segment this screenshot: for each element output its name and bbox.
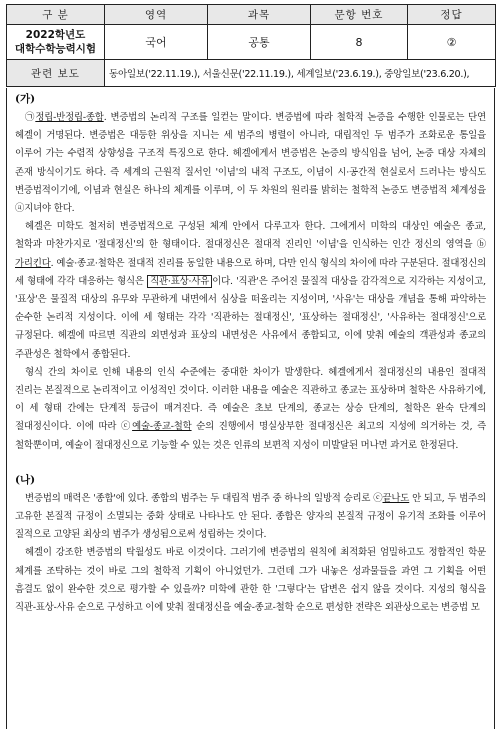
paragraph-text: 이다. '직관'은 주어진 물질적 대상을 감각적으로 지각하는 지성이고, '표상'은 물질적 대상의 유무와 무관하게 내면에서 심상을 떠올리는 지성이며, '사유'는 대상을 개념을 통해 파악하는 순수한 논리적 지성이다. 이에 세 형태는 각각 '직관하는 절대정신', '표상하는 절대정신', '사유하는 절대정신'으로 규정된다. 헤겔에 따르면 직관의 외면성과 표상의 내면성은 사유에서 종합되고, 이에 맞춰 예술의 객관성과 종교의 주관성은 철학에서 종합된다. — [15, 275, 487, 360]
meta-info-row — [7, 25, 496, 60]
meta-header-row — [7, 5, 496, 25]
marker-c: ⓒ — [120, 421, 133, 433]
boxed-term: 직관·표상·사유 — [147, 275, 212, 288]
header-question-no: 문항 번호 — [311, 5, 408, 25]
marker-a: ⓐ — [15, 203, 25, 215]
exam-cell — [7, 25, 105, 60]
passage-b-paragraph-2: 헤겔이 강조한 변증법의 탁월성도 바로 이것이다. 그러기에 변증법의 원칙에 최적화된 엄밀하고도 정합적인 학문 체계를 조탁하는 것이 바로 그의 철학적 기획이 아니었던가. 그런데 그가 내놓은 성과물들을 과연 그 기획을 어떤 흠결도 없이 완수한 것으로 평가할 수 있을까? 미학에 관한 한 '그렇다'는 답변은 쉽지 않을 것이다. 지성의 형식을 직관-표상-사유 순으로 구성하고 이에 맞춰 절대정신을 예술-종교-철학 순으로 편성한 전략은 외관상으로는 변증법 모 — [15, 547, 486, 614]
paragraph-text: 순의 진행에서 명실상부한 절대정신은 최고의 지성에 의거하는 것, 즉 철학뿐이며, 예술이 절대정신으로 기능할 수 있는 것은 인류의 보편적 지성이 미발달된 머나먼 과거로 한정된다. — [15, 421, 486, 451]
passage-a-paragraph-3 — [15, 364, 486, 455]
meta-table — [6, 4, 496, 87]
header-answer: 정답 — [408, 5, 496, 25]
marker-1: ㉠ — [25, 112, 36, 123]
passage-a-paragraph-2 — [15, 218, 486, 364]
marker-c2: ⓒ — [373, 492, 383, 504]
paragraph-text: 변증법의 매력은 '종합'에 있다. 종합의 범주는 두 대립적 범주 중 하나의 일방적 승리로 — [25, 492, 374, 504]
answer-value: ② — [408, 25, 496, 60]
subject-value: 공통 — [208, 25, 311, 60]
underlined-term-c: 예술-종교-철학 — [132, 421, 192, 433]
underlined-word-c2: 끝나도 — [382, 492, 410, 504]
passage-b-title: (나) — [15, 473, 36, 486]
header-subject: 과목 — [208, 5, 311, 25]
passage-b-paragraph-1 — [15, 490, 486, 545]
underlined-term-1: 정립-반정립-종합 — [35, 112, 104, 123]
exam-year: 2022학년도 — [25, 29, 86, 41]
marker-b: ⓑ — [476, 239, 486, 251]
exam-name: 대학수학능력시험 — [14, 43, 97, 55]
paragraph-text: . 변증법의 논리적 구조를 일컫는 말이다. 변증법에 따라 철학적 논증을 수행한 인물로는 단연 헤겔이 거명된다. 변증법은 대등한 위상을 지니는 세 범주의 병렬이 아니라, 대립적인 두 범주가 조화로운 통일을 이루어 가는 수렴적 상향성을 구조적 특징으로 한다. 헤겔에게서 변증법은 논증의 방식임을 넘어, 논증 대상 자체의 존재 방식이기도 하다. 즉 세계의 근원적 질서인 '이념'의 내적 구조도, 이념이 시·공간적 현실로서 드러나는 방식도 변증법적이기에, 이념과 현실은 하나의 체계를 이루며, 이 두 차원의 원리를 밝히는 철학적 논증도 변증법적 체계성을 — [15, 112, 486, 196]
section-gap — [15, 455, 486, 473]
paragraph-text: . 예술·종교·철학은 절대적 진리를 동일한 내용으로 하며, 다만 인식 형식의 차이에 따라 구분된다. 절대정신의 세 형태에 각각 대응하는 형식은 — [15, 257, 486, 287]
domain-value: 국어 — [105, 25, 208, 60]
passage-a-paragraph-1 — [15, 109, 486, 218]
paragraph-text: 헤겔은 미학도 철저히 변증법적으로 구성된 체계 안에서 다루고자 한다. 그에게서 미학의 대상인 예술은 종교, 철학과 마찬가지로 '절대정신'의 한 형태이다. 절대정신은 절대적 진리인 '이념'을 인식하는 인간 정신의 영역을 — [15, 221, 486, 251]
meta-news-row — [7, 60, 496, 87]
paragraph-text: 안 되고, 두 범주의 고유한 본질적 규정이 소멸되는 중화 상태로 나타나도 안 된다. 종합은 양자의 본질적 규정이 유기적 조화를 이루어 질적으로 고양된 최상의 범주가 생성됨으로써 성립하는 것이다. — [15, 492, 486, 541]
header-domain: 영역 — [105, 5, 208, 25]
document-page — [6, 4, 495, 729]
passage-a-title: (가) — [15, 93, 36, 105]
related-news-list: 동아일보('22.11.19.), 서울신문('22.11.19.), 세계일보('23.6.19.), 중앙일보('23.6.20.), — [105, 60, 496, 87]
question-no-value: 8 — [311, 25, 408, 60]
underlined-word-b: 가리킨다 — [15, 257, 51, 269]
paragraph-text: 지녀야 한다. — [24, 203, 75, 215]
paragraph-text: 형식 간의 차이로 인해 내용의 인식 수준에는 중대한 차이가 발생한다. 헤겔에게서 절대정신의 내용인 절대적 진리는 본질적으로 논리적이고 이성적인 것이다. 이러한 내용을 예술은 직관하고 종교는 표상하며 철학은 사유하기에, 이 세 형태 간에는 단계적 등급이 매겨진다. 즉 예술은 초보 단계의, 종교는 상승 단계의, 철학은 완숙 단계의 절대정신이다. 이에 따라 — [15, 366, 486, 433]
header-category: 구 분 — [7, 5, 105, 25]
passage-body — [6, 88, 495, 729]
related-news-label: 관련 보도 — [7, 60, 105, 87]
